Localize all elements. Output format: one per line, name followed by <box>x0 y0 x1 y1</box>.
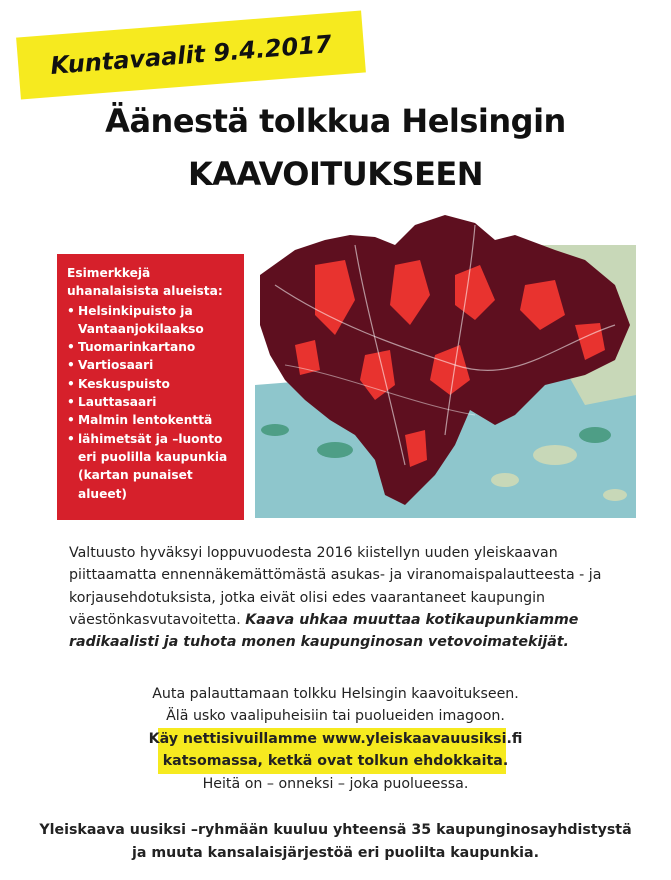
headline-line-2: KAAVOITUKSEEN <box>187 155 484 193</box>
footer-line-1: Yleiskaava uusiksi –ryhmään kuuluu yhteensä 35 kaupunginosayhdistystä <box>39 822 632 838</box>
call-line-1: Auta palauttamaan tolkku Helsingin kaavoitukseen. <box>152 686 519 702</box>
main-paragraph <box>69 542 629 653</box>
election-date-banner <box>16 11 366 100</box>
call-line-3: Heitä on – onneksi – joka puolueessa. <box>202 776 469 792</box>
website-line-2: katsomassa, ketkä ovat tolkun ehdokkaita. <box>162 753 509 769</box>
footer-line-2: ja muuta kansalaisjärjestöä eri puolilta kaupunkia. <box>132 845 539 861</box>
banner-text: Kuntavaalit 9.4.2017 <box>49 29 333 81</box>
paragraph-emphasis: Kaava uhkaa muuttaa kotikaupunkiamme radikaalisti ja tuhota monen kaupunginosan vetovoimatekijät. <box>69 611 579 651</box>
helsinki-zoning-map <box>255 205 636 518</box>
list-item: • Helsinkipuisto ja Vantaanjokilaakso <box>67 302 236 339</box>
call-line-2: Älä usko vaalipuheisiin tai puolueiden imagoon. <box>166 708 505 724</box>
endangered-areas-intro: Esimerkkejä uhanalaisista alueista: <box>67 266 223 299</box>
list-item: • Keskuspuisto <box>67 375 236 393</box>
list-item: • lähimetsät ja –luonto eri puolilla kaupunkia (kartan punaiset alueet) <box>67 430 236 503</box>
endangered-areas-box <box>57 254 244 520</box>
headline-line-1: Äänestä tolkkua Helsingin <box>105 102 566 140</box>
list-item: • Lauttasaari <box>67 393 236 411</box>
list-item: • Malmin lentokenttä <box>67 411 236 429</box>
endangered-areas-list <box>67 302 236 503</box>
list-item: • Tuomarinkartano <box>67 338 236 356</box>
website-line-1: Käy nettisivuillamme www.yleiskaavauusiksi.fi <box>148 731 523 747</box>
paragraph-text: Valtuusto hyväksyi loppuvuodesta 2016 kiistellyn uuden yleiskaavan piittaamatta ennennäkemättömästä asukas- ja viranomaispalautteesta - ja korjausehdotuksista, jotka eivät olisi edes vaarantaneet kaupungin väestönkasvutavoitetta. <box>69 545 602 628</box>
list-item: • Vartiosaari <box>67 356 236 374</box>
